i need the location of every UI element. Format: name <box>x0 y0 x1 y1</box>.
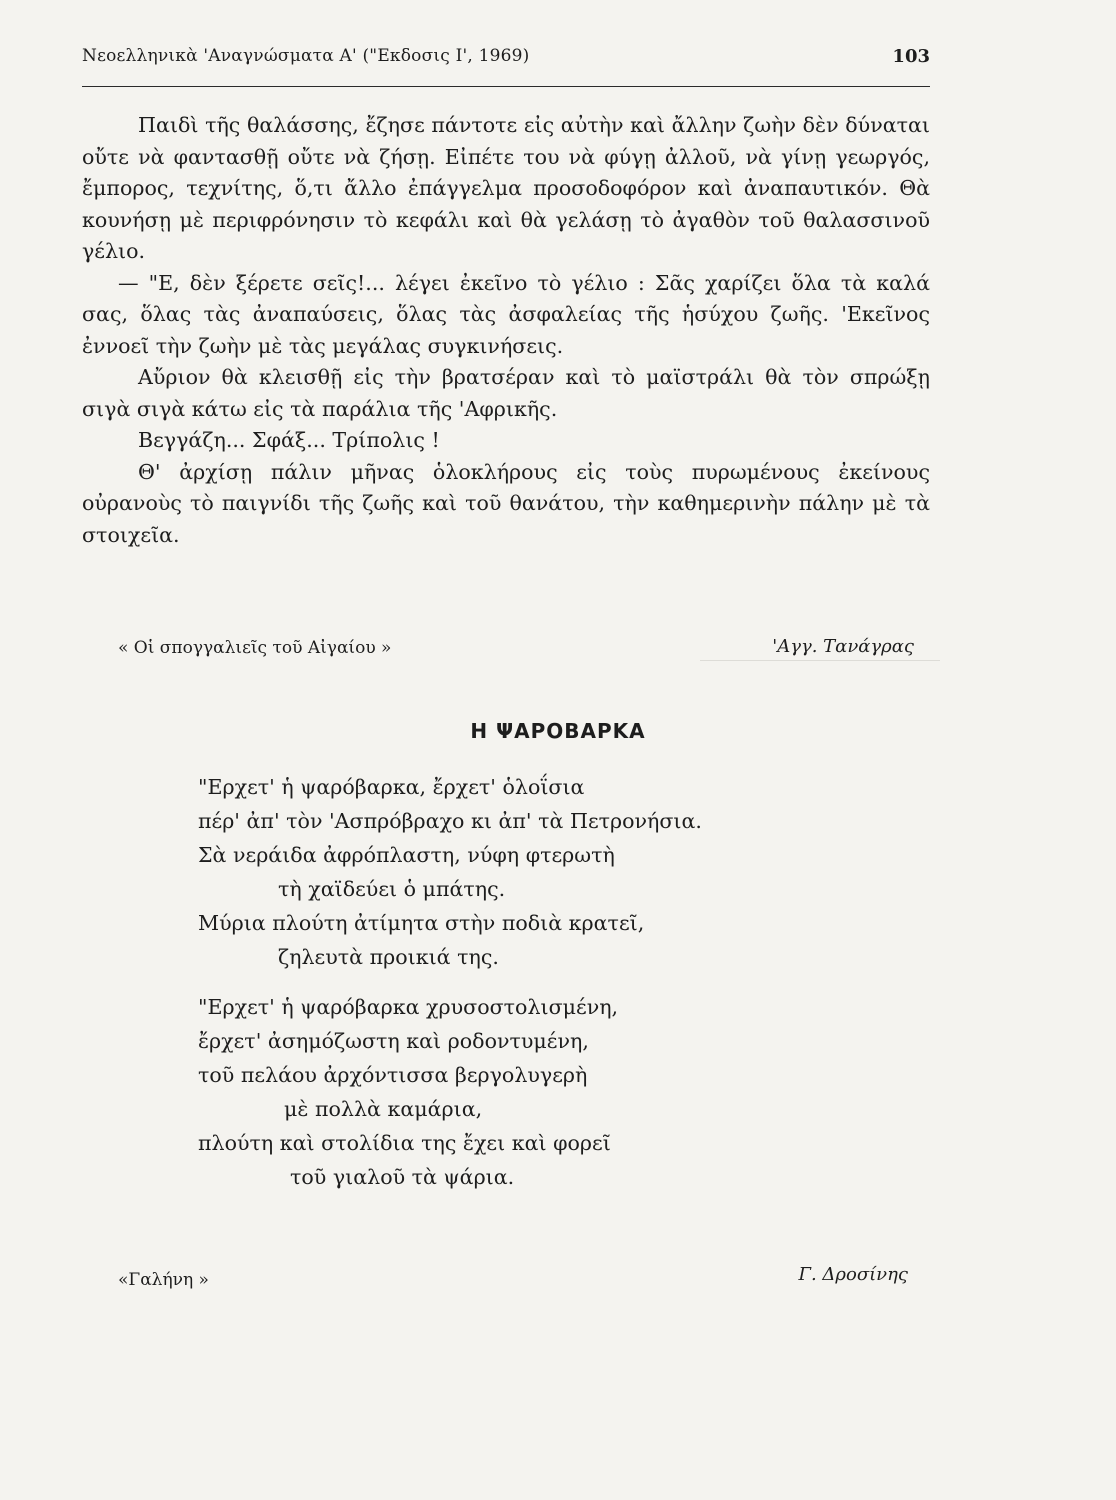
poem-line: Σὰ νεράιδα ἀφρόπλαστη, νύφη φτερωτὴ <box>198 843 615 867</box>
poem-title: Η ΨΑΡΟΒΑΡΚΑ <box>470 719 646 743</box>
poem-line: τοῦ πελάου ἀρχόντισσα βεργολυγερὴ <box>198 1063 588 1087</box>
source-title: « Οἱ σπογγαλιεῖς τοῦ Αἰγαίου » <box>118 638 392 658</box>
poem-line: τοῦ γιαλοῦ τὰ ψάρια. <box>290 1165 515 1189</box>
poem-line: τὴ χαϊδεύει ὁ μπάτης. <box>278 877 506 901</box>
first-attribution <box>118 636 914 666</box>
running-title: Νεοελληνικὰ 'Αναγνώσματα Α' ("Εκδοσις Ι', 1969) <box>82 46 530 66</box>
poem-line: μὲ πολλὰ καμάρια, <box>284 1097 483 1121</box>
prose-paragraph: Αὔριον θὰ κλεισθῇ εἰς τὴν βρατσέραν καὶ τὸ μαϊστράλι θὰ τὸν σπρώξῃ σιγὰ σιγὰ κάτω εἰς τὰ παράλια τῆς 'Αφρικῆς. <box>82 365 930 421</box>
poem-line: "Ερχετ' ἡ ψαρόβαρκα, ἔρχετ' ὁλοΐσια <box>198 775 585 799</box>
source-title: «Γαλήνη » <box>118 1270 209 1290</box>
running-header <box>82 46 930 76</box>
prose-excerpt <box>82 110 930 551</box>
author-name: Γ. Δροσίνης <box>798 1264 908 1285</box>
stanza-break <box>198 974 858 990</box>
poem-body <box>198 770 858 1194</box>
poem-line: ἔρχετ' ἀσημόζωστη καὶ ροδοντυμένη, <box>198 1029 589 1053</box>
poem-line: Μύρια πλούτη ἀτίμητα στὴν ποδιὰ κρατεῖ, <box>198 911 645 935</box>
poem-line: πλούτη καὶ στολίδια της ἔχει καὶ φορεῖ <box>198 1131 611 1155</box>
poem-line: ζηλευτὰ προικιά της. <box>278 945 499 969</box>
poem-line: "Ερχετ' ἡ ψαρόβαρκα χρυσοστολισμένη, <box>198 995 619 1019</box>
prose-paragraph: — "Ε, δὲν ξέρετε σεῖς!... λέγει ἐκεῖνο τὸ γέλιο : Σᾶς χαρίζει ὅλα τὰ καλά σας, ὅλας τὰς ἀναπαύσεις, ὅλας τὰς ἀσφαλείας τῆς ἡσύχου ζωῆς. 'Εκεῖνος ἐννοεῖ τὴν ζωὴν μὲ τὰς μεγάλας συγκινήσεις. <box>82 270 930 358</box>
poem-line: πέρ' ἀπ' τὸν 'Ασπρόβραχο κι ἀπ' τὰ Πετρονήσια. <box>198 809 702 833</box>
page-number: 103 <box>892 46 930 67</box>
header-rule <box>82 86 930 87</box>
prose-paragraph: Παιδὶ τῆς θαλάσσης, ἔζησε πάντοτε εἰς αὐτὴν καὶ ἄλλην ζωὴν δὲν δύναται οὔτε νὰ φαντασθῇ οὔτε νὰ ζήσῃ. Εἰπέτε του νὰ φύγῃ ἀλλοῦ, νὰ γίνῃ γεωργός, ἔμπορος, τεχνίτης, ὅ,τι ἄλλο ἐπάγγελμα προσοδοφόρον καὶ ἀναπαυτικόν. Θὰ κουνήσῃ μὲ περιφρόνησιν τὸ κεφάλι καὶ θὰ γελάσῃ τὸ ἀγαθὸν τοῦ θαλασσινοῦ γέλιο. <box>82 113 930 263</box>
prose-paragraph: Βεγγάζη... Σφάξ... Τρίπολις ! <box>138 428 440 452</box>
second-attribution <box>118 1264 908 1294</box>
prose-paragraph: Θ' ἀρχίσῃ πάλιν μῆνας ὁλοκλήρους εἰς τοὺς πυρωμένους ἐκείνους οὐρανοὺς τὸ παιγνίδι τῆς ζωῆς καὶ τοῦ θανάτου, τὴν καθημερινὴν πάλην μὲ τὰ στοιχεῖα. <box>82 459 930 547</box>
author-name: 'Αγγ. Τανάγρας <box>772 636 914 657</box>
